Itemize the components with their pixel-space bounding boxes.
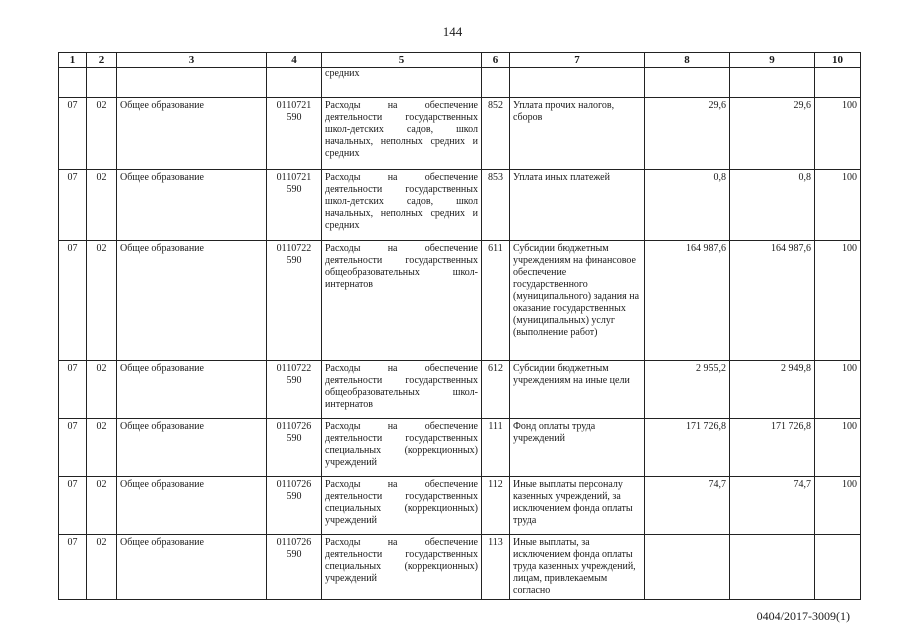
cell-col-5: Расходы на обеспечение деятельности государственных специальных (коррекционных) учреждений [322, 477, 482, 535]
col-header-6: 6 [482, 53, 510, 68]
cell-col-4: 0110722 590 [267, 361, 322, 419]
table-row [59, 98, 861, 170]
cell-col-8: 164 987,6 [645, 241, 730, 361]
cell-col-3: Общее образование [117, 241, 267, 361]
cell-col-4: 0110726 590 [267, 477, 322, 535]
col-header-1: 1 [59, 53, 87, 68]
col-header-3: 3 [117, 53, 267, 68]
cell-col-5: Расходы на обеспечение деятельности государственных общеобразовательных школ-интернатов [322, 241, 482, 361]
table-row [59, 241, 861, 361]
header-row [59, 53, 861, 68]
cell-col-2: 02 [87, 241, 117, 361]
cell-col-6: 612 [482, 361, 510, 419]
table-row [59, 477, 861, 535]
cell-col-4: 0110722 590 [267, 241, 322, 361]
table-row [59, 535, 861, 600]
cell-col-9: 164 987,6 [730, 241, 815, 361]
cell-col-5: Расходы на обеспечение деятельности государственных специальных (коррекционных) учреждений [322, 419, 482, 477]
cell-col-7: Фонд оплаты труда учреждений [510, 419, 645, 477]
col-header-2: 2 [87, 53, 117, 68]
cell-col-8 [645, 535, 730, 600]
cell-col-10: 100 [815, 419, 861, 477]
cell-col-4: 0110721 590 [267, 98, 322, 170]
cell-col-3: Общее образование [117, 170, 267, 241]
cell-col-8: 171 726,8 [645, 419, 730, 477]
cell-col-7: Уплата прочих налогов, сборов [510, 98, 645, 170]
cell-col-1: 07 [59, 419, 87, 477]
cell-col-10: 100 [815, 170, 861, 241]
cell-col-9: 0,8 [730, 170, 815, 241]
cell-col-1: 07 [59, 98, 87, 170]
cell-col-7: Субсидии бюджетным учреждениям на финансовое обеспечение государственного (муниципального) задания на оказание государственных (муниципальных) услуг (выполнение работ) [510, 241, 645, 361]
document-code: 0404/2017-3009(1) [756, 609, 850, 623]
cell-col-8: 29,6 [645, 98, 730, 170]
cell-col-7: Иные выплаты персоналу казенных учреждений, за исключением фонда оплаты труда [510, 477, 645, 535]
cell-col-1: 07 [59, 241, 87, 361]
table-row [59, 361, 861, 419]
cell-col-6: 611 [482, 241, 510, 361]
cell-col-2: 02 [87, 170, 117, 241]
cell-col-7: Иные выплаты, за исключением фонда оплаты труда казенных учреждений, лицам, привлекаемым согласно [510, 535, 645, 600]
cell-col-6: 852 [482, 98, 510, 170]
cell-col-9 [730, 535, 815, 600]
table-row [59, 170, 861, 241]
cell-col-9: 74,7 [730, 477, 815, 535]
cell-col-7: Субсидии бюджетным учреждениям на иные цели [510, 361, 645, 419]
cell-col-6: 112 [482, 477, 510, 535]
cell-col-5: Расходы на обеспечение деятельности государственных школ-детских садов, школ начальных, неполных средних и средних [322, 98, 482, 170]
cell-col-1: 07 [59, 361, 87, 419]
cell-col-8: 0,8 [645, 170, 730, 241]
col-header-4: 4 [267, 53, 322, 68]
table-row [59, 419, 861, 477]
cell-col-3: Общее образование [117, 419, 267, 477]
cell-col-2: 02 [87, 477, 117, 535]
cell-col-4: 0110726 590 [267, 419, 322, 477]
cell-col-4: 0110726 590 [267, 535, 322, 600]
cell-col-10: 100 [815, 477, 861, 535]
cell-col-2: 02 [87, 361, 117, 419]
cell-col-10: 100 [815, 241, 861, 361]
col-header-10: 10 [815, 53, 861, 68]
cell-col-6: 111 [482, 419, 510, 477]
cell-col-4: 0110721 590 [267, 170, 322, 241]
cell-col-2: 02 [87, 419, 117, 477]
col-header-5: 5 [322, 53, 482, 68]
cell-col-8: 74,7 [645, 477, 730, 535]
cell-col-6: 113 [482, 535, 510, 600]
cell-col-3: Общее образование [117, 361, 267, 419]
cell-col-1: 07 [59, 170, 87, 241]
col-header-8: 8 [645, 53, 730, 68]
cell-col-9: 171 726,8 [730, 419, 815, 477]
continuation-cell: средних [322, 68, 482, 98]
cell-col-10: 100 [815, 361, 861, 419]
col-header-7: 7 [510, 53, 645, 68]
cell-col-3: Общее образование [117, 477, 267, 535]
cell-col-8: 2 955,2 [645, 361, 730, 419]
cell-col-9: 2 949,8 [730, 361, 815, 419]
cell-col-2: 02 [87, 535, 117, 600]
cell-col-10 [815, 535, 861, 600]
cell-col-5: Расходы на обеспечение деятельности государственных школ-детских садов, школ начальных, неполных средних и средних [322, 170, 482, 241]
cell-col-6: 853 [482, 170, 510, 241]
continuation-row [59, 68, 861, 98]
cell-col-9: 29,6 [730, 98, 815, 170]
budget-table [58, 52, 861, 600]
cell-col-1: 07 [59, 477, 87, 535]
col-header-9: 9 [730, 53, 815, 68]
cell-col-7: Уплата иных платежей [510, 170, 645, 241]
cell-col-1: 07 [59, 535, 87, 600]
cell-col-5: Расходы на обеспечение деятельности государственных специальных (коррекционных) учреждений [322, 535, 482, 600]
cell-col-3: Общее образование [117, 98, 267, 170]
cell-col-10: 100 [815, 98, 861, 170]
cell-col-3: Общее образование [117, 535, 267, 600]
cell-col-2: 02 [87, 98, 117, 170]
page-number: 144 [442, 24, 463, 39]
cell-col-5: Расходы на обеспечение деятельности государственных общеобразовательных школ-интернатов [322, 361, 482, 419]
